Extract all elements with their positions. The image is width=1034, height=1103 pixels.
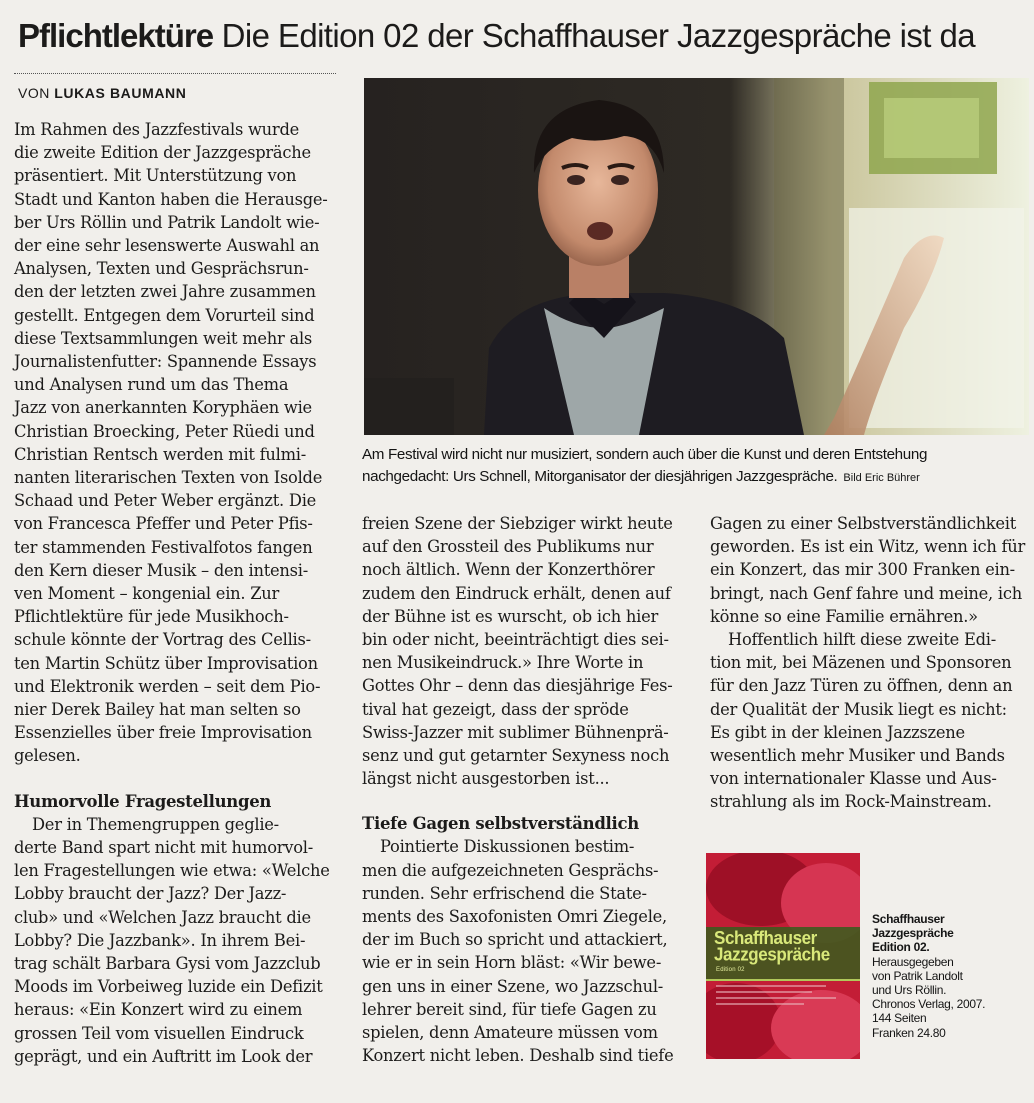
text-line: strahlung als im Rock-Mainstream.	[710, 792, 992, 812]
text-line: Pflichtlektüre für jede Musikhoch-	[14, 607, 289, 627]
text-line: ments des Saxofonisten Omri Ziegele,	[362, 907, 667, 927]
text-line: Gottes Ohr – denn das diesjährige Fes-	[362, 676, 673, 696]
text-line: Swiss-Jazzer mit sublimer Bühnenprä-	[362, 722, 669, 742]
text-line: Pointierte Diskussionen bestim-	[380, 837, 635, 857]
text-line: Journalistenfutter: Spannende Essays	[14, 352, 317, 372]
text-line: trag schält Barbara Gysi vom Jazzclub	[14, 953, 321, 973]
subhead-humorvolle-fragestellungen: Humorvolle Fragestellungen	[14, 791, 272, 811]
article-column-3	[710, 512, 1028, 814]
book-info-line: Chronos Verlag, 2007.	[872, 997, 986, 1012]
text-line: geworden. Es ist ein Witz, wenn ich für	[710, 537, 1026, 557]
text-line: für den Jazz Türen zu öffnen, denn an	[710, 676, 1013, 696]
column-3-paragraph-1	[710, 512, 1028, 628]
text-line: der Qualität der Musik liegt es nicht:	[710, 699, 1007, 719]
byline	[18, 85, 186, 101]
text-line: Es gibt in der kleinen Jazzszene	[710, 722, 965, 742]
text-line: gen uns in einer Szene, wo Jazzschul-	[362, 976, 664, 996]
text-line: den Kern dieser Musik – den intensi-	[14, 560, 308, 580]
text-line: von Francesca Pfeffer und Peter Pfis-	[14, 514, 313, 534]
book-info-title-3: Edition 02.	[872, 940, 930, 955]
text-line: gelesen.	[14, 746, 81, 766]
text-line: men die aufgezeichneten Gesprächs-	[362, 860, 659, 880]
text-line: runden. Sehr erfrischend die State-	[362, 883, 647, 903]
book-info-line: Herausgegeben	[872, 954, 954, 969]
text-line: ter stammenden Festivalfotos fangen	[14, 537, 313, 557]
text-line: den der letzten zwei Jahre zusammen	[14, 282, 316, 302]
text-line: Der in Themengruppen geglie-	[32, 814, 279, 834]
book-info-title-2: Jazzgespräche	[872, 926, 954, 941]
headline	[18, 14, 1018, 58]
festival-photo	[364, 78, 1029, 435]
headline-kicker: Pflichtlektüre	[18, 17, 214, 54]
text-line: Lobby? Die Jazzbank». In ihrem Bei-	[14, 930, 306, 950]
text-line: von internationaler Klasse und Aus-	[710, 769, 997, 789]
text-line: nen Musikeindruck.» Ihre Worte in	[362, 653, 644, 673]
column-2-paragraph-1	[362, 512, 692, 790]
book-cover-edition: Edition 02	[716, 967, 745, 973]
text-line: len Fragestellungen wie etwa: «Welche	[14, 861, 330, 881]
caption-line-2: nachgedacht: Urs Schnell, Mitorganisator der diesjährigen Jazzgespräche.	[362, 468, 838, 485]
text-line: lehrer bereit sind, für tiefe Gagen zu	[362, 999, 657, 1019]
text-line: der im Buch so spricht und attackiert,	[362, 930, 668, 950]
text-line: nanten literarischen Texten von Isolde	[14, 468, 323, 488]
text-line: auf den Grossteil des Publikums nur	[362, 537, 654, 557]
text-line: grossen Teil vom visuellen Eindruck	[14, 1023, 304, 1043]
text-line: der eine sehr lesenswerte Auswahl an	[14, 236, 320, 256]
text-line: spielen, denn Amateure müssen vom	[362, 1023, 658, 1043]
text-line: bringt, nach Genf fahre und meine, ich	[710, 583, 1022, 603]
text-line: längst nicht ausgestorben ist...	[362, 769, 610, 789]
text-line: schule könnte der Vortrag des Cellis-	[14, 630, 311, 650]
book-info-line: und Urs Röllin.	[872, 983, 947, 998]
column-2-paragraph-2	[362, 835, 692, 1067]
text-line: ein Konzert, das mir 300 Franken ein-	[710, 560, 1015, 580]
byline-divider	[14, 73, 336, 74]
text-line: Jazz von anerkannten Koryphäen wie	[14, 398, 312, 418]
book-info-title-1: Schaffhauser	[872, 912, 945, 926]
text-line: präsentiert. Mit Unterstützung von	[14, 166, 297, 186]
column-1-paragraph-1	[14, 118, 344, 768]
column-3-paragraph-2	[710, 628, 1028, 814]
text-line: senz und gut getarnter Sexyness noch	[362, 746, 670, 766]
book-info-line: 144 Seiten	[872, 1011, 927, 1026]
text-line: Essenzielles über freie Improvisation	[14, 723, 312, 743]
text-line: und Analysen rund um das Thema	[14, 375, 289, 395]
text-line: geprägt, und ein Auftritt im Look der	[14, 1046, 313, 1066]
text-line: der Bühne ist es wurscht, ob ich hier	[362, 606, 658, 626]
text-line: Christian Broecking, Peter Rüedi und	[14, 421, 315, 441]
text-line: Stadt und Kanton haben die Herausge-	[14, 189, 328, 209]
book-info-line: Franken 24.80	[872, 1025, 946, 1040]
text-line: nier Derek Bailey hat man selten so	[14, 700, 301, 720]
text-line: Analysen, Texten und Gesprächsrun-	[14, 259, 309, 279]
text-line: wie er in sein Horn bläst: «Wir bewe-	[362, 953, 662, 973]
text-line: noch ältlich. Wenn der Konzerthörer	[362, 560, 655, 580]
text-line: freien Szene der Siebziger wirkt heute	[362, 514, 673, 533]
text-line: Moods im Vorbeiweg luzide ein Defizit	[14, 977, 323, 997]
byline-author: LUKAS BAUMANN	[54, 85, 187, 101]
book-cover-title-line-2: Jazzgespräche	[714, 943, 830, 965]
photo-caption	[362, 444, 1030, 489]
text-line: bin oder nicht, beeinträchtigt dies sei-	[362, 630, 669, 650]
text-line: Gagen zu einer Selbstverständlichkeit	[710, 514, 1017, 533]
byline-prefix: VON	[18, 85, 55, 101]
text-line: Lobby braucht der Jazz? Der Jazz-	[14, 884, 287, 904]
book-cover-title	[714, 927, 854, 965]
book-cover-title-line-1: Schaffhauser	[714, 927, 817, 949]
text-line: Schaad und Peter Weber ergänzt. Die	[14, 491, 317, 511]
book-cover	[706, 853, 860, 1059]
text-line: club» und «Welchen Jazz braucht die	[14, 907, 311, 927]
text-line: heraus: «Ein Konzert wird zu einem	[14, 1000, 303, 1020]
book-info-line: von Patrik Landolt	[872, 968, 963, 983]
text-line: und Elektronik werden – seit dem Pio-	[14, 676, 321, 696]
column-1-paragraph-2	[14, 813, 344, 1068]
text-line: tion mit, bei Mäzenen und Sponsoren	[710, 653, 1012, 673]
text-line: die zweite Edition der Jazzgespräche	[14, 143, 311, 163]
book-info	[872, 912, 1012, 1040]
text-line: gestellt. Entgegen dem Vorurteil sind	[14, 305, 315, 325]
text-line: diese Textsammlungen weit mehr als	[14, 328, 313, 348]
text-line: Hoffentlich hilft diese zweite Edi-	[728, 630, 996, 650]
text-line: derte Band spart nicht mit humorvol-	[14, 837, 314, 857]
text-line: tival hat gezeigt, dass der spröde	[362, 699, 629, 719]
text-line: wesentlich mehr Musiker und Bands	[710, 746, 1005, 766]
text-line: könne so eine Familie ernähren.»	[710, 606, 978, 626]
text-line: zudem den Eindruck erhält, denen auf	[362, 583, 671, 603]
photo-credit: Bild Eric Bührer	[843, 472, 920, 484]
text-line: ten Martin Schütz über Improvisation	[14, 653, 318, 673]
text-line: Konzert nicht leben. Deshalb sind tiefe	[362, 1046, 674, 1066]
article-column-1	[14, 118, 344, 1068]
article-column-2	[362, 512, 692, 1067]
text-line: Im Rahmen des Jazzfestivals wurde	[14, 120, 300, 139]
text-line: Christian Rentsch werden mit fulmi-	[14, 444, 307, 464]
subhead-tiefe-gagen: Tiefe Gagen selbstverständlich	[362, 814, 639, 834]
text-line: ber Urs Röllin und Patrik Landolt wie-	[14, 212, 320, 232]
photo-urs-schnell	[364, 78, 1029, 435]
headline-title: Die Edition 02 der Schaffhauser Jazzgespräche ist da	[213, 17, 975, 54]
text-line: ven Moment – kongenial ein. Zur	[14, 584, 280, 604]
caption-line-1: Am Festival wird nicht nur musiziert, sondern auch über die Kunst und deren Entstehung	[362, 446, 928, 463]
